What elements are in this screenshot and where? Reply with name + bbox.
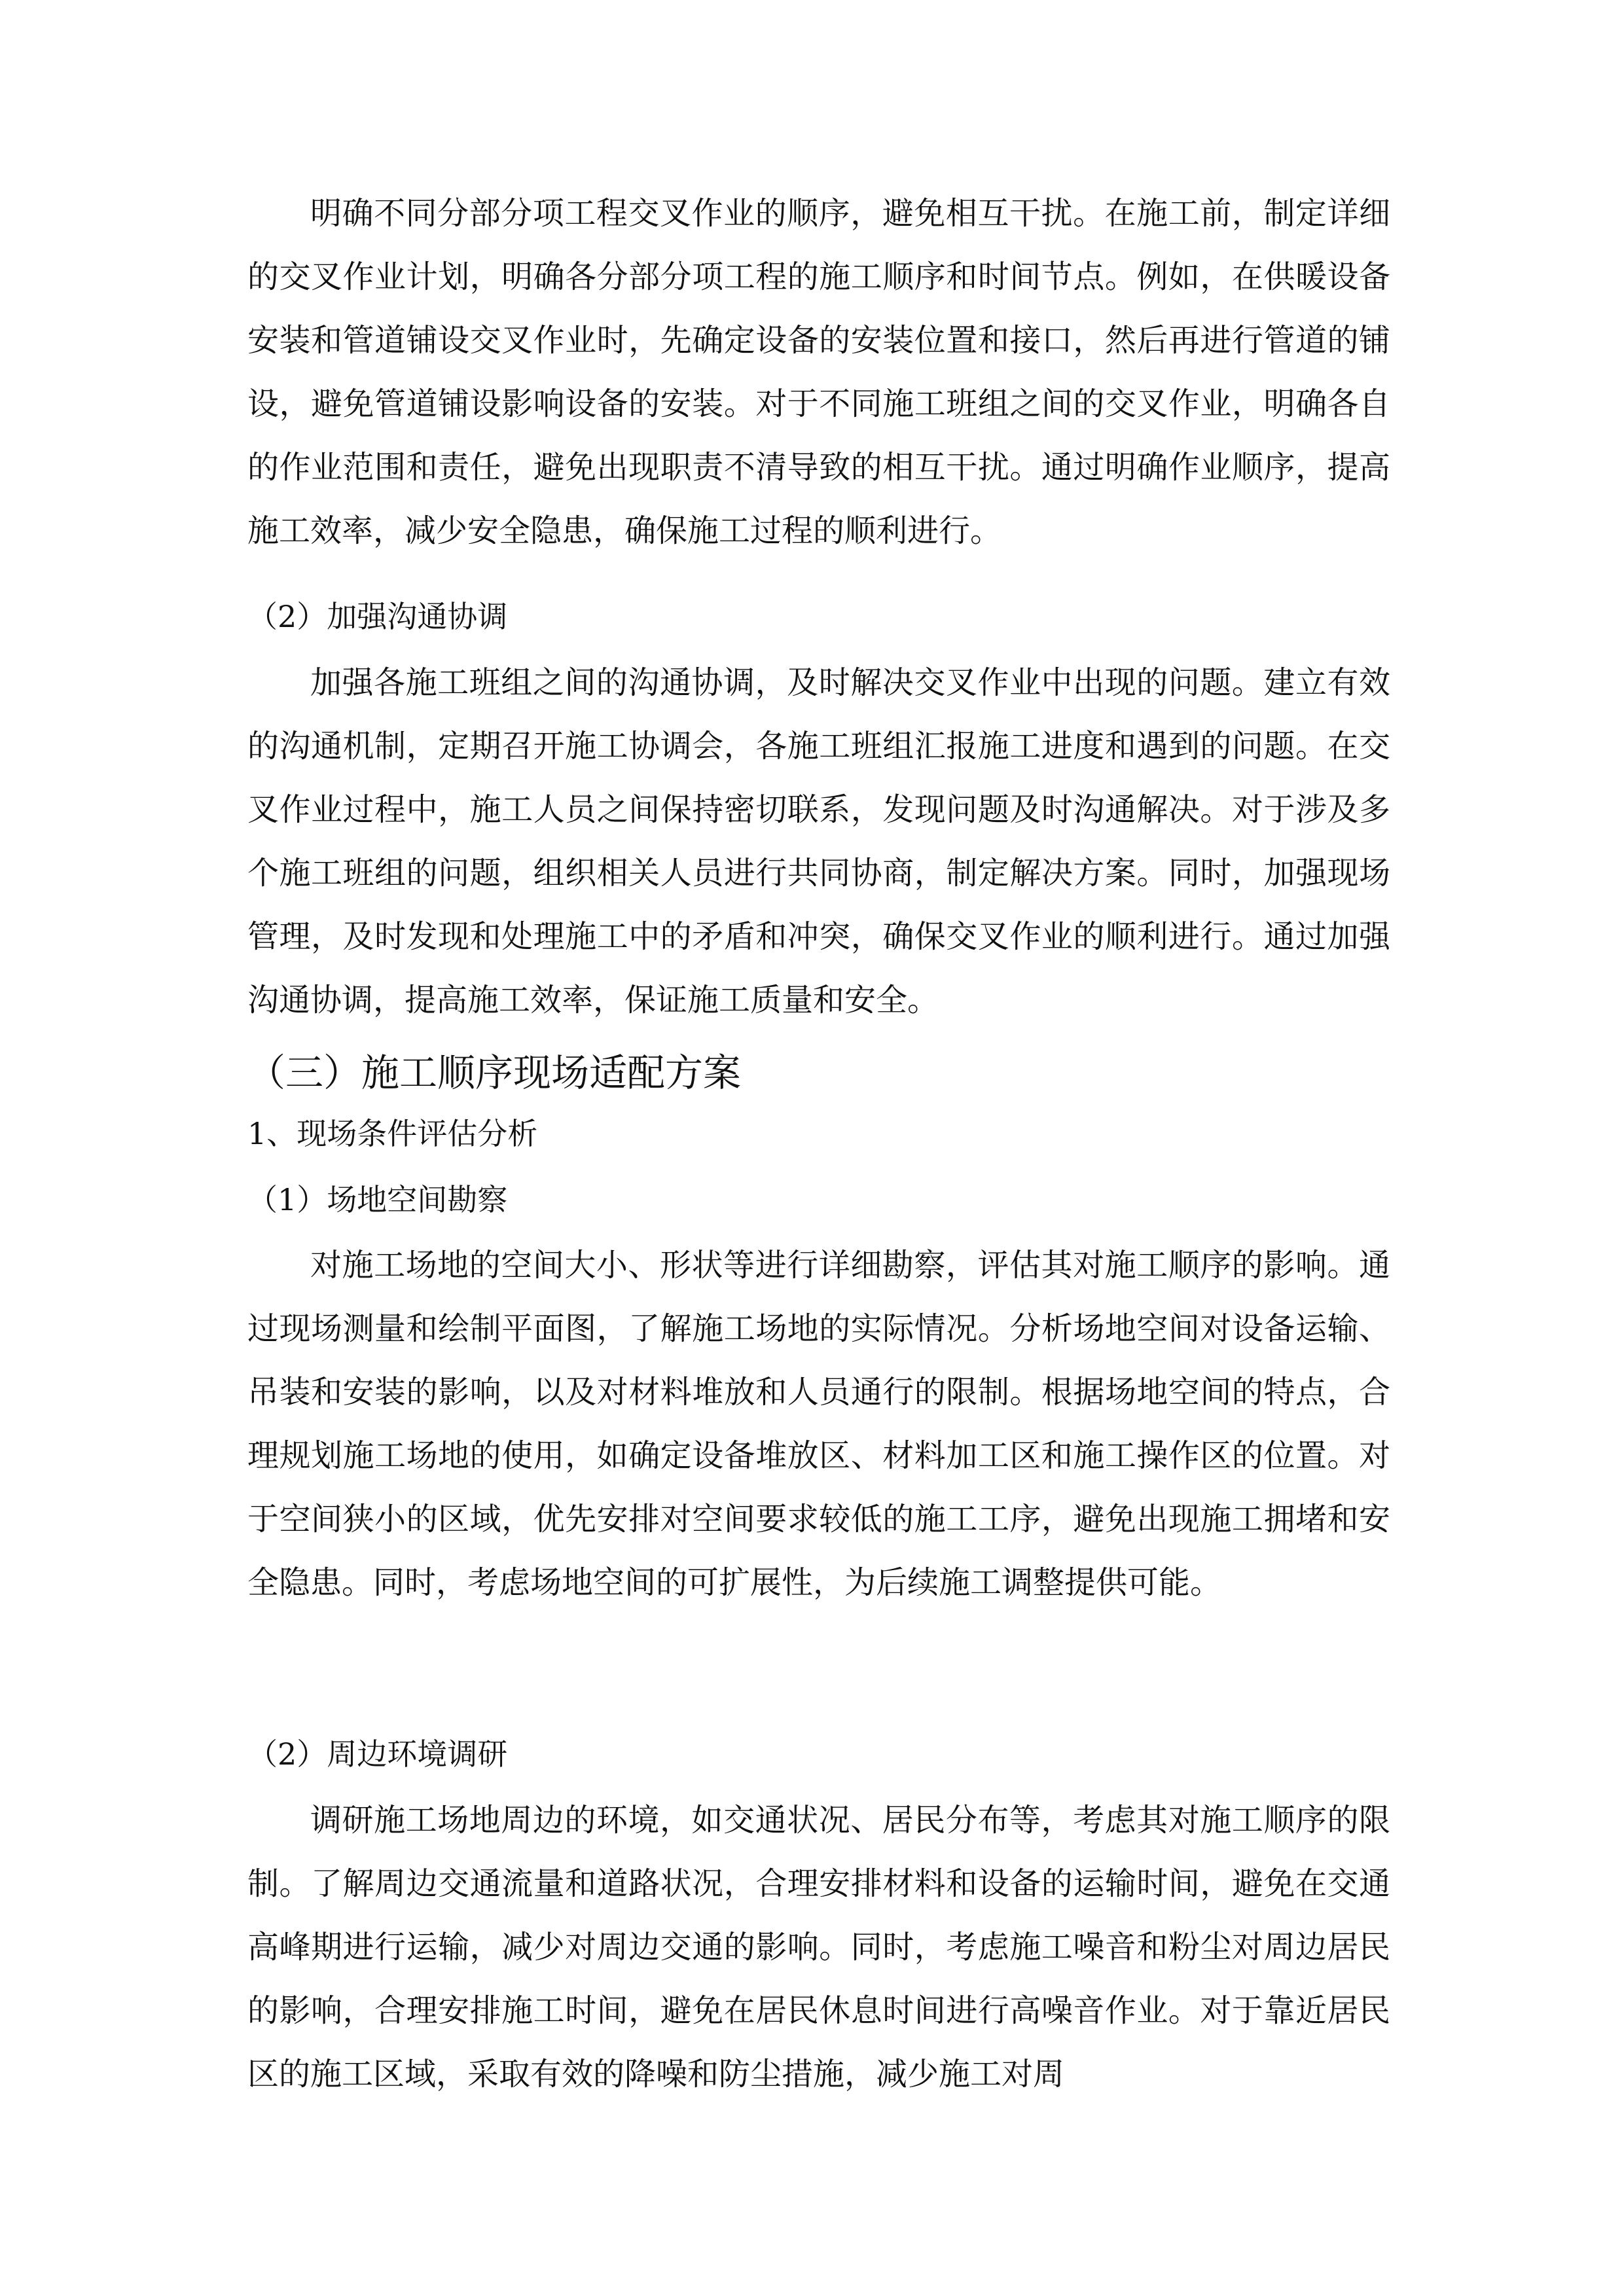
heading-site-condition-assessment: 1、现场条件评估分析 — [247, 1116, 538, 1151]
section-heading-onsite-adaptation: （三）施工顺序现场适配方案 — [247, 1050, 742, 1095]
subheading-surrounding-environment: （2）周边环境调研 — [247, 1736, 508, 1772]
paragraph-surrounding-environment: 调研施工场地周边的环境，如交通状况、居民分布等，考虑其对施工顺序的限制。了解周边交通流量和道路状况，合理安排材料和设备的运输时间，避免在交通高峰期进行运输，减少对周边交通的影响。同时，考虑施工噪音和粉尘对周边居民的影响，合理安排施工时间，避免在居民休息时间进行高噪音作业。对于靠近居民区的施工区域，采取有效的降噪和防尘措施，减少施工对周 — [247, 1802, 1390, 2092]
subheading-site-space-survey: （1）场地空间勘察 — [247, 1182, 508, 1217]
paragraph-site-space-survey: 对施工场地的空间大小、形状等进行详细勘察，评估其对施工顺序的影响。通过现场测量和绘制平面图，了解施工场地的实际情况。分析场地空间对设备运输、吊装和安装的影响，以及对材料堆放和人员通行的限制。根据场地空间的特点，合理规划施工场地的使用，如确定设备堆放区、材料加工区和施工操作区的位置。对于空间狭小的区域，优先安排对空间要求较低的施工工序，避免出现施工拥堵和安全隐患。同时，考虑场地空间的可扩展性，为后续施工调整提供可能。 — [247, 1247, 1390, 1601]
subheading-strengthen-communication: （2）加强沟通协调 — [247, 599, 508, 634]
paragraph-communication-coordination: 加强各施工班组之间的沟通协调，及时解决交叉作业中出现的问题。建立有效的沟通机制，定期召开施工协调会，各施工班组汇报施工进度和遇到的问题。在交叉作业过程中，施工人员之间保持密切联系，发现问题及时沟通解决。对于涉及多个施工班组的问题，组织相关人员进行共同协商，制定解决方案。同时，加强现场管理，及时发现和处理施工中的矛盾和冲突，确保交叉作业的顺利进行。通过加强沟通协调，提高施工效率，保证施工质量和安全。 — [247, 664, 1390, 1018]
paragraph-cross-work-sequence: 明确不同分部分项工程交叉作业的顺序，避免相互干扰。在施工前，制定详细的交叉作业计划，明确各分部分项工程的施工顺序和时间节点。例如，在供暖设备安装和管道铺设交叉作业时，先确定设备的安装位置和接口，然后再进行管道的铺设，避免管道铺设影响设备的安装。对于不同施工班组之间的交叉作业，明确各自的作业范围和责任，避免出现职责不清导致的相互干扰。通过明确作业顺序，提高施工效率，减少安全隐患，确保施工过程的顺利进行。 — [247, 195, 1390, 549]
